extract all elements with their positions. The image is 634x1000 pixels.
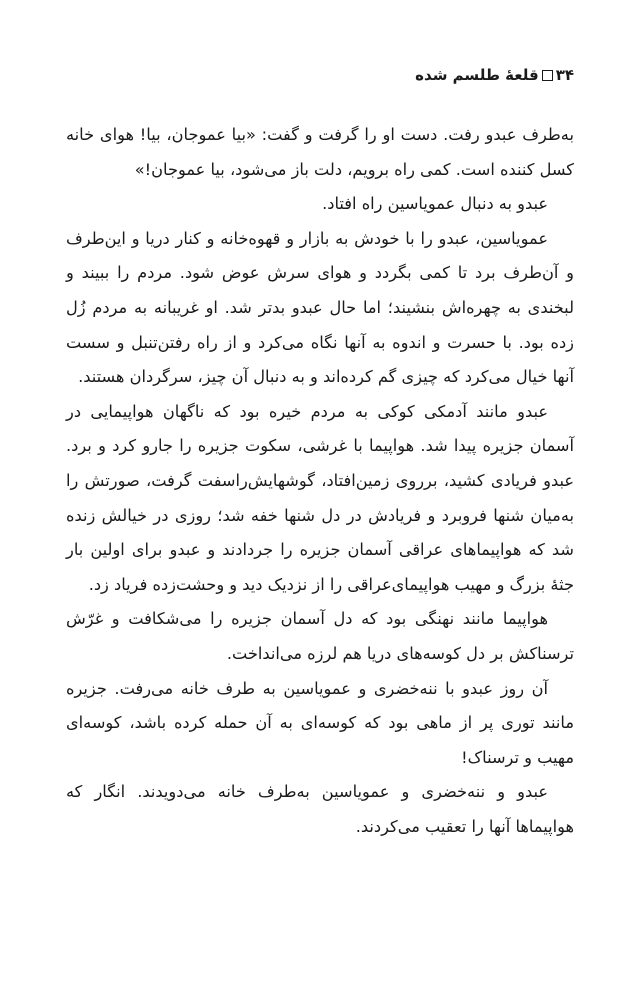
separator-square-icon <box>542 70 553 81</box>
paragraph: هواپیما مانند نهنگی بود که دل آسمان جزیره را می‌شکافت و غرّش ترسناکش بر دل کوسه‌های دریا هم لرزه می‌انداخت. <box>66 609 574 663</box>
paragraph: عبدو مانند آدمکی کوکی به مردم خیره بود که ناگهان هواپیمایی در آسمان جزیره پیدا شد. هواپیما با غرشی، سکوت جزیره را جارو کرد و برد. عبدو فریادی کشید، برروی زمین‌افتاد، گوشهایش‌راسفت گرفت، صورتش را به‌میان شنها فروبرد و فریادش در دل شنها خفه شد؛ روزی در خیالش زنده شد که هواپیماهای عراقی آسمان جزیره را جردادند و عبدو برای اولین بار جثهٔ بزرگ و مهیب هواپیمای‌عراقی را از نزدیک دید و وحشت‌زده فریاد زد. <box>66 401 574 594</box>
page-body <box>66 118 574 844</box>
page-number: ۳۴ <box>555 66 574 84</box>
paragraph: عبدو و ننه‌خضری و عمویاسین به‌طرف خانه می‌دویدند. انگار که هواپیماها آنها را تعقیب می‌کردند. <box>66 782 574 836</box>
paragraph: آن روز عبدو با ننه‌خضری و عمویاسین به طرف خانه می‌رفت. جزیره مانند توری پر از ماهی بود که کوسه‌ای به آن حمله کرده باشد، کوسه‌ای مهیب و ترسناک! <box>66 678 574 767</box>
paragraph: عبدو به دنبال عمویاسین راه افتاد. <box>322 194 548 214</box>
running-header <box>415 66 574 84</box>
book-title: قلعهٔ طلسم شده <box>415 66 539 84</box>
paragraph: عمویاسین، عبدو را با خودش به بازار و قهوه‌خانه و کنار دریا و این‌طرف و آن‌طرف برد تا کمی بگردد و هوای سرش عوض شود. مردم را ببیند و لبخندی به چهره‌اش بنشیند؛ اما حال عبدو بدتر شد. او غریبانه به مردم زُل زده بود. با حسرت و اندوه به آنها نگاه می‌کرد و از راه رفتن‌تنبل و سست آنها خیال می‌کرد که چیزی گم کرده‌اند و به دنبال آن چیز، سرگردان هستند. <box>66 228 574 387</box>
paragraph: به‌طرف عبدو رفت. دست او را گرفت و گفت: «بیا عموجان، بیا! هوای خانه کسل کننده است. کمی راه برویم، دلت باز می‌شود، بیا عموجان!» <box>66 125 574 179</box>
